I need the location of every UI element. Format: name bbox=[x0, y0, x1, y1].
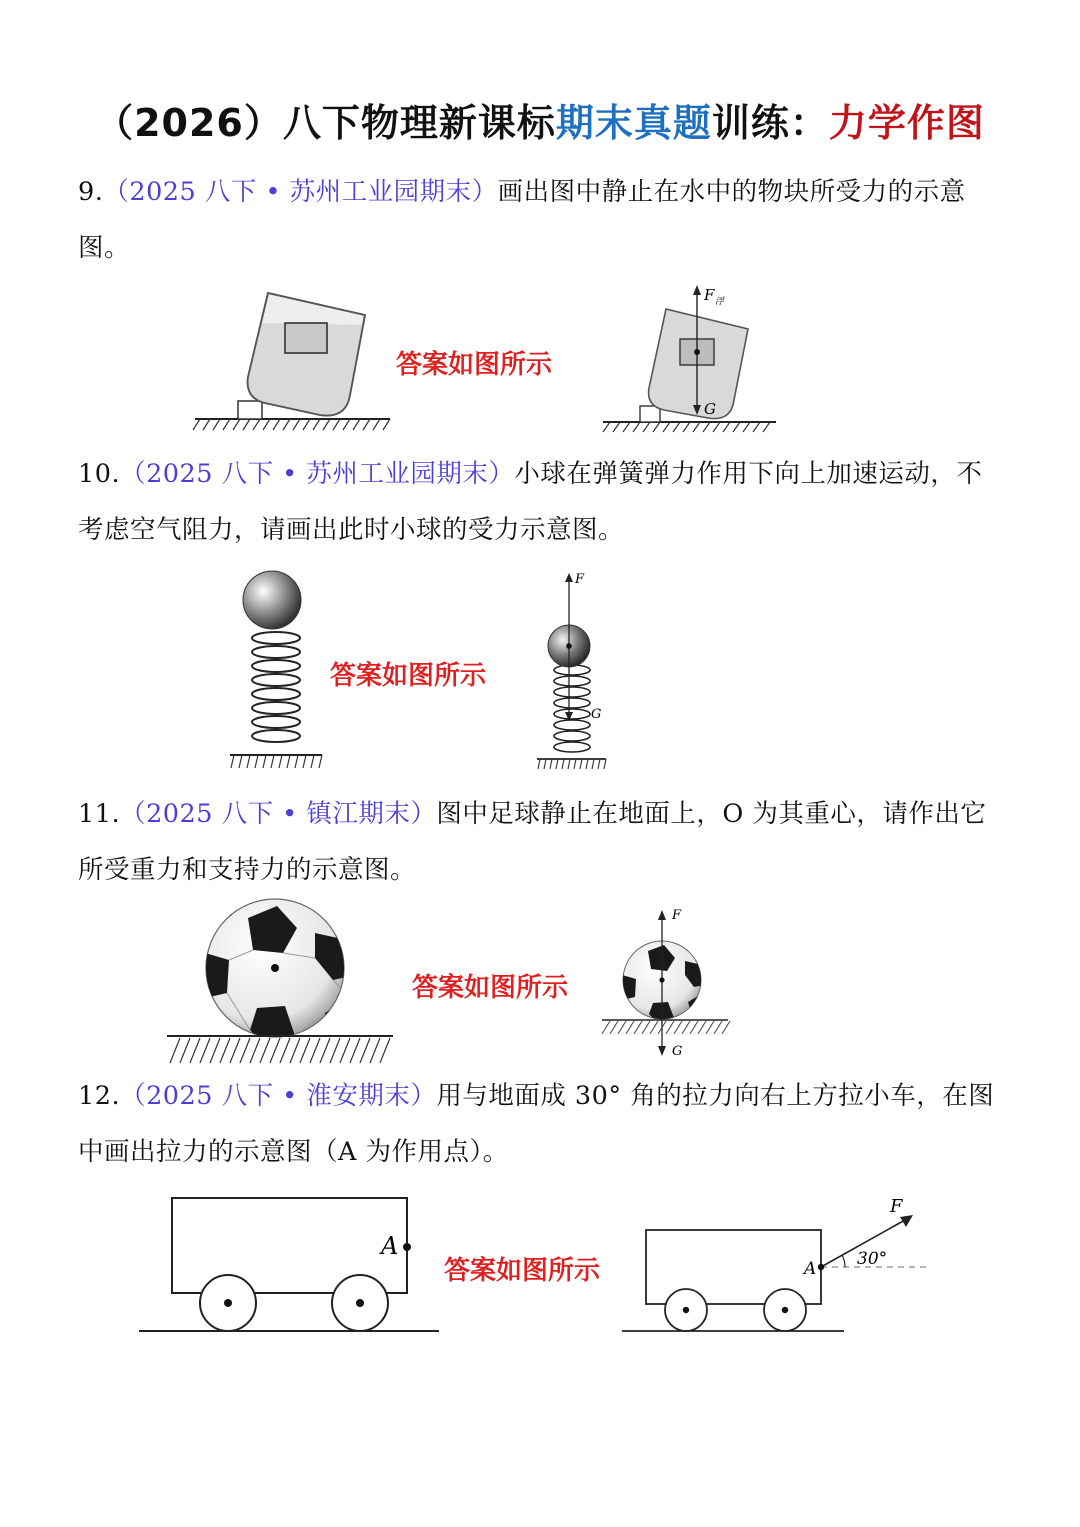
question-11 bbox=[78, 786, 1008, 898]
q9-beaker-figure bbox=[190, 285, 400, 435]
answer-label-q9: 答案如图所示 bbox=[396, 350, 553, 380]
question-10 bbox=[78, 446, 1008, 558]
answer-label-q11: 答案如图所示 bbox=[412, 973, 569, 1003]
q12-cart-figure bbox=[135, 1190, 445, 1340]
page-title bbox=[0, 92, 1080, 147]
question-source: （2025 八下 • 苏州工业园期末） bbox=[120, 459, 515, 489]
force-label-f: F bbox=[704, 286, 715, 304]
question-9 bbox=[78, 164, 1008, 276]
force-label-g: G bbox=[672, 1044, 683, 1059]
title-part-4: 力学作图 bbox=[828, 101, 985, 145]
q10-answer-figure bbox=[532, 568, 612, 776]
question-source: （2025 八下 • 镇江期末） bbox=[120, 799, 437, 829]
point-label-a: A bbox=[804, 1259, 817, 1279]
angle-label: 30° bbox=[857, 1249, 888, 1269]
q11-football-figure bbox=[165, 898, 395, 1066]
question-number: 9. bbox=[78, 177, 104, 207]
answer-label-q12: 答案如图所示 bbox=[444, 1256, 601, 1286]
force-label-f: F bbox=[890, 1196, 903, 1217]
force-label-f: F bbox=[672, 908, 682, 923]
question-text: 小球在弹簧弹力作用下向上加速运动，不考虑空气阻力，请画出此时小球的受力示意图。 bbox=[78, 459, 983, 545]
q11-answer-figure bbox=[600, 903, 732, 1063]
q12-answer-figure bbox=[618, 1190, 938, 1335]
question-text: 画出图中静止在水中的物块所受力的示意图。 bbox=[78, 177, 966, 263]
force-label-f-sub: 浮 bbox=[715, 297, 725, 307]
answer-label-q10: 答案如图所示 bbox=[330, 661, 487, 691]
point-label-a: A bbox=[381, 1232, 399, 1260]
question-text: 图中足球静止在地面上，O 为其重心，请作出它所受重力和支持力的示意图。 bbox=[78, 799, 987, 885]
question-source: （2025 八下 • 淮安期末） bbox=[120, 1081, 437, 1111]
question-number: 10. bbox=[78, 459, 121, 489]
title-part-3: 训练： bbox=[711, 101, 829, 145]
force-label-f: F bbox=[575, 572, 585, 587]
title-part-1: （2026）八下物理新课标 bbox=[95, 101, 556, 145]
question-number: 11. bbox=[78, 799, 121, 829]
force-label-g: G bbox=[591, 707, 602, 722]
question-12 bbox=[78, 1068, 1008, 1180]
question-text: 用与地面成 30° 角的拉力向右上方拉小车，在图中画出拉力的示意图（A 为作用点）。 bbox=[78, 1081, 995, 1167]
question-source: （2025 八下 • 苏州工业园期末） bbox=[103, 177, 498, 207]
question-number: 12. bbox=[78, 1081, 121, 1111]
title-part-2: 期末真题 bbox=[555, 101, 712, 145]
force-label-g: G bbox=[704, 400, 716, 418]
q9-answer-figure bbox=[598, 282, 780, 437]
q10-spring-figure bbox=[222, 565, 330, 775]
